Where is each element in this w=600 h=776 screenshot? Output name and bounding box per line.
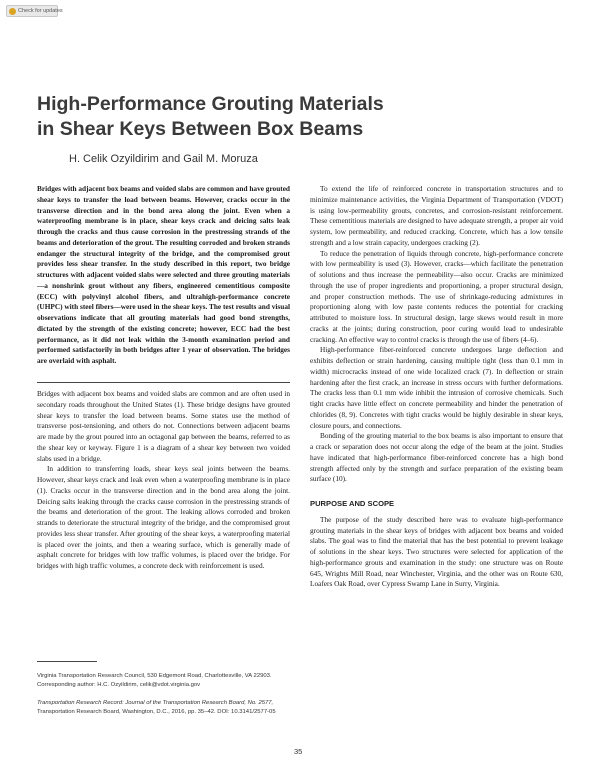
abstract: Bridges with adjacent box beams and voided slabs are common and have grouted shear keys to transfer the load between beams. However, cracks occur in the transverse direction and in the bond area along the joint. Even when a waterproofing membrane is in place, shear keys crack and deicing salts leak through the cracks and thus cause corrosion in the prestressing strands of the beams and deterioration of the grout. The resulting corroded and broken strands endanger the structural integrity of the bridge, and the compromised grout provides less shear transfer. In the study described in this report, two bridge structures with adjacent voided slabs were selected and three grouting materials—a nonshrink grout without any fibers, engineered cementitious composite (ECC) with polyvinyl alcohol fibers, and ultrahigh-performance concrete (UHPC) with steel fibers—were used in the shear keys. The test results and visual observations indicate that all grouting materials had good bond strengths, dictated by the strength of the existing concrete; however, ECC had the best performance, as it did not leak within the 3-month examination period and performed satisfactorily in both bridges after 1 year of observation. The bridges are overlaid with asphalt. (37, 184, 290, 365)
footnote-divider (37, 661, 97, 662)
journal-details: Transportation Research Board, Washington, D.C., 2016, pp. 35–42. DOI: 10.3141/2577-05 (37, 708, 276, 715)
purpose-paragraph: The purpose of the study described here was to evaluate high-performance grouting materials in the shear keys of bridges with adjacent box beams and voided slabs. The goal was to find the material that has the best potential to prevent leakage of solutions in the shear keys. Two structures were selected for application of the high-performance grouts and examination in the study: one structure was on Route 645, Wrights Mill Road, near Winchester, Virginia, and the other was on Route 630, Loafers Oak Road, over Cypress Swamp Lane in Surry, Virginia. (310, 514, 563, 589)
author-list: H. Celik Ozyildirim and Gail M. Moruza (69, 153, 258, 165)
affiliation-footnote: Virginia Transportation Research Council, 530 Edgemont Road, Charlottesville, VA 22903. Corresponding author: H.C. Ozyildirim, celik@vdot.virginia.gov (37, 673, 272, 688)
body-paragraph-3: High-performance fiber-reinforced concrete undergoes large deflection and exhibits deflection or strain hardening, causing multiple tight (less than 0.1 mm in width) microcracks instead of one wide localized crack (7). In deflection or strain hardening after the first crack, an increase in stress occurs with further deformations. The cracks less than 0.1 mm wide inhibit the intrusion of corrosive chemicals. Such tight cracks have little effect on concrete permeability and hinder the penetration of chlorides (8, 9). Concretes with tight cracks would be highly desirable in shear keys, closure pours, and connections. (310, 345, 563, 430)
journal-name: Transportation Research Record: Journal of the Transportation Research Board, No. 2577, (37, 700, 274, 706)
title-line-1: High-Performance Grouting Materials (37, 93, 384, 115)
section-heading: PURPOSE AND SCOPE (310, 499, 395, 508)
paper-title (37, 92, 557, 142)
journal-citation-footnote (37, 699, 290, 716)
intro-paragraph-1: Bridges with adjacent box beams and voided slabs are common and are often used in secondary roads throughout the United States (1). These bridge designs have grouted shear keys to transfer the load between beams. Some states use the method of transverse post-tensioning, and others do not. Connections between adjacent beams are made by the grout poured into an octagonal gap between the beams, referred to as the shear key or keyway. Figure 1 is a diagram of a shear key between two voided slabs used in a bridge. (37, 389, 290, 463)
intro-paragraph-2: In addition to transferring loads, shear keys seal joints between the beams. However, shear keys crack and leak even when a waterproofing membrane is in place (1). Cracks occur in the transverse direction and in the bond area along the joint. Deicing salts leaking through the cracks cause corrosion in the prestressing strands of the beams and deterioration of the grout. The leaking allows corroded and broken strands to deteriorate the structural integrity of the bridge, and the compromised grout provides less shear transfer. After grouting of the shear keys, a waterproofing material is placed over the joints, and then a wearing surface, which is generally made of asphalt concrete for bridges with low traffic volumes, is placed over the bridge. For bridges with high traffic volumes, a concrete deck with reinforcement is used. (37, 464, 290, 570)
body-paragraph-1: To extend the life of reinforced concrete in transportation structures and to minimize maintenance activities, the Virginia Department of Transportation (VDOT) is using low-permeability grouts, concretes, and corrosion-resistant reinforcement. These cementitious materials are designed to have adequate strength, a proper air void system, low permeability, and reduced cracking. Concrete, which has a low tensile strength and a low strain capacity, undergoes cracking (2). (310, 184, 563, 247)
check-for-updates-badge[interactable] (6, 5, 63, 17)
title-line-2: in Shear Keys Between Box Beams (37, 118, 364, 140)
right-column (310, 184, 563, 590)
body-paragraph-4: Bonding of the grouting material to the box beams is also important to ensure that a crack or separation does not occur along the edge of the beam at the joint. Studies have indicated that high-performance fiber-reinforced concrete has a high bond strength affected only by the strength and surface preparation of the existing beam surface (10). (310, 431, 563, 484)
abstract-divider (37, 382, 290, 383)
body-paragraph-2: To reduce the penetration of liquids through concrete, high-performance concrete with low permeability is used (3). However, cracks—which facilitate the penetration of solutions and thus increase the permeability—also occur. Cracks are minimized through the use of proper ingredients and proportioning, a proper structural design, and proper construction methods. The use of shrinkage-reducing admixtures in proportioning along with low paste contents reduces the potential for cracking attributed to moisture loss. In structural design, large skews would result in more cracks at the joints; during construction, poor curing would lead to undesirable cracking. An effective way to control cracks is through the use of fibers (4–6). (310, 248, 563, 344)
badge-label: Check for updates (18, 8, 63, 14)
check-updates-icon (9, 8, 16, 15)
page-number: 35 (294, 747, 303, 756)
left-column (37, 389, 290, 572)
